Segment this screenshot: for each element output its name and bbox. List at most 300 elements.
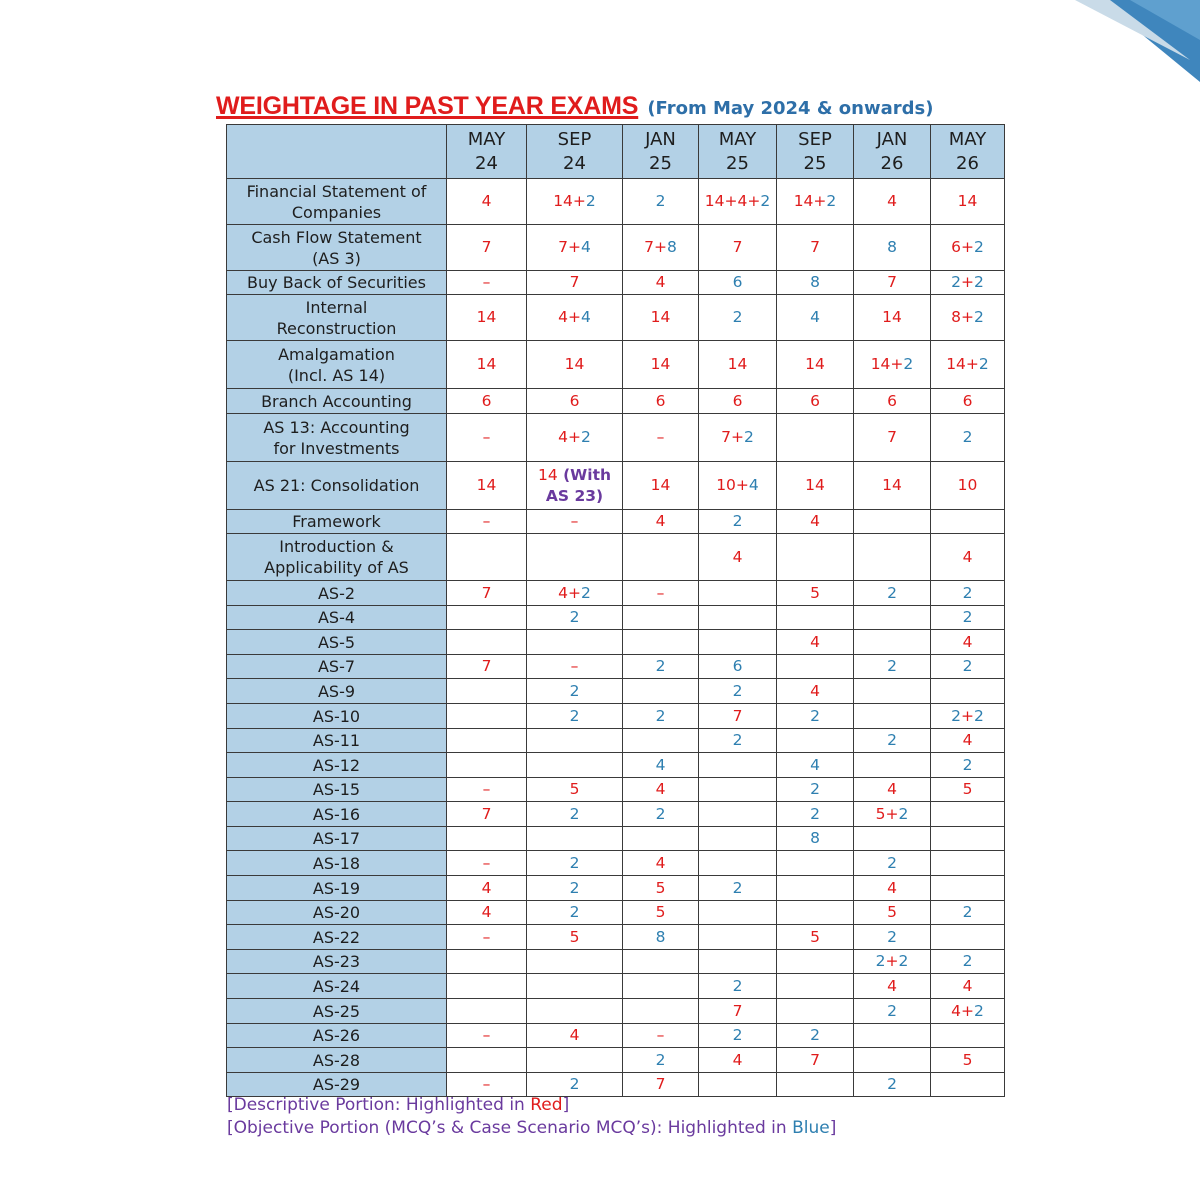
weightage-cell — [623, 704, 699, 729]
marks-value: 8 — [655, 927, 666, 946]
marks-value: 7 — [655, 1075, 666, 1093]
marks-value: 4 — [951, 1001, 961, 1020]
weightage-cell — [854, 950, 931, 974]
marks-value: + — [731, 428, 744, 446]
row-topic-line: AS-5 — [317, 632, 356, 652]
table-row — [227, 704, 1005, 729]
marks-value: 2 — [887, 853, 897, 872]
marks-value: 5 — [810, 927, 820, 946]
weightage-cell — [777, 295, 854, 341]
weightage-cell — [854, 679, 931, 704]
table-row — [227, 655, 1005, 679]
weightage-cell — [777, 827, 854, 851]
marks-value: 2 — [951, 706, 961, 725]
weightage-cell — [854, 510, 931, 534]
weightage-cell — [527, 901, 623, 925]
weightage-cell — [527, 876, 623, 901]
weightage-cell — [623, 999, 699, 1024]
weightage-cell — [527, 827, 623, 851]
weightage-cell — [623, 876, 699, 901]
weightage-cell — [447, 510, 527, 534]
marks-value: 2 — [581, 583, 591, 602]
marks-value: 4 — [748, 476, 759, 494]
row-topic-line: AS-22 — [312, 927, 361, 947]
weightage-cell — [447, 295, 527, 341]
weightage-cell — [931, 389, 1005, 414]
marks-value: 7 — [481, 238, 492, 256]
marks-value: 2 — [569, 903, 580, 921]
weightage-cell — [623, 974, 699, 999]
weightage-cell — [777, 271, 854, 295]
weightage-cell — [527, 655, 623, 679]
row-topic — [227, 876, 447, 901]
weightage-cell — [623, 1073, 699, 1097]
marks-value: 2 — [962, 755, 973, 774]
table-row — [227, 876, 1005, 901]
row-topic — [227, 295, 447, 341]
marks-value: 2 — [569, 681, 580, 700]
row-topic — [227, 925, 447, 950]
row-topic-line: AS-17 — [312, 829, 361, 848]
weightage-cell — [527, 271, 623, 295]
marks-value: 6 — [962, 391, 973, 410]
marks-value: 14 — [870, 355, 891, 373]
weightage-cell — [527, 999, 623, 1024]
weightage-cell — [931, 999, 1005, 1024]
table-row — [227, 1048, 1005, 1073]
table-row — [227, 271, 1005, 295]
marks-value: 2 — [962, 428, 973, 446]
column-header-year: 26 — [880, 152, 904, 174]
column-header — [699, 125, 777, 179]
marks-value: 14 — [805, 476, 825, 494]
marks-value: 14 — [650, 308, 671, 326]
marks-value: 14 — [564, 355, 585, 373]
weightage-cell — [527, 606, 623, 630]
weightage-cell — [854, 606, 931, 630]
weightage-cell — [777, 510, 854, 534]
weightage-cell — [447, 1024, 527, 1048]
marks-value: 2 — [962, 903, 973, 921]
marks-value: 14 — [727, 355, 748, 373]
table-row — [227, 510, 1005, 534]
weightage-cell — [777, 851, 854, 876]
marks-value: 14 — [476, 308, 497, 326]
row-topic-line: AS-28 — [312, 1050, 361, 1070]
weightage-cell — [777, 753, 854, 778]
weightage-cell — [699, 851, 777, 876]
weightage-cell — [699, 341, 777, 389]
weightage-cell — [931, 630, 1005, 655]
row-topic — [227, 534, 447, 581]
weightage-cell — [854, 179, 931, 225]
row-topic-line: AS-25 — [312, 1001, 361, 1021]
marks-value: + — [961, 1001, 974, 1020]
weightage-cell — [447, 999, 527, 1024]
marks-value: 2 — [898, 804, 909, 823]
weightage-cell — [699, 510, 777, 534]
page-title: WEIGHTAGE IN PAST YEAR EXAMS — [216, 92, 639, 120]
weightage-cell — [623, 1024, 699, 1048]
weightage-cell — [527, 414, 623, 462]
marks-value: – — [570, 512, 579, 530]
row-topic-line: Amalgamation — [278, 344, 395, 364]
weightage-cell — [854, 295, 931, 341]
marks-value: 14 — [476, 355, 497, 373]
weightage-cell — [527, 925, 623, 950]
weightage-cell — [931, 606, 1005, 630]
marks-value: 4 — [810, 755, 820, 774]
column-header-month: JAN — [645, 128, 676, 150]
marks-value: – — [482, 927, 491, 946]
legend-text: Blue — [792, 1118, 830, 1138]
column-header-month: MAY — [467, 128, 506, 150]
row-topic — [227, 630, 447, 655]
weightage-cell — [447, 1048, 527, 1073]
weightage-cell — [699, 753, 777, 778]
weightage-cell — [777, 581, 854, 606]
marks-value: 2 — [962, 657, 973, 675]
row-topic-line: AS-26 — [312, 1026, 361, 1045]
marks-value: 5 — [569, 780, 580, 798]
weightage-cell — [699, 271, 777, 295]
marks-value: 7 — [721, 428, 731, 446]
marks-value: 2 — [732, 878, 743, 897]
marks-value: 8 — [951, 308, 961, 326]
table-row — [227, 974, 1005, 999]
weightage-cell — [699, 925, 777, 950]
table-row — [227, 630, 1005, 655]
column-header-month: SEP — [557, 128, 592, 150]
row-topic-line: Applicability of AS — [264, 558, 409, 577]
marks-value: 7 — [810, 238, 820, 256]
weightage-cell — [931, 462, 1005, 510]
weightage-cell — [854, 704, 931, 729]
weightage-cell — [854, 999, 931, 1024]
weightage-cell — [699, 876, 777, 901]
marks-value: 14 — [957, 192, 978, 210]
marks-value: 4 — [655, 780, 666, 798]
row-topic-line: AS-19 — [312, 878, 361, 898]
weightage-cell — [447, 341, 527, 389]
header-corner-cell — [227, 125, 447, 179]
weightage-cell — [699, 950, 777, 974]
weightage-cell — [777, 655, 854, 679]
marks-value: 14 — [537, 465, 558, 484]
marks-value: 2 — [974, 273, 984, 291]
weightage-cell — [699, 1024, 777, 1048]
column-header — [447, 125, 527, 179]
weightage-cell — [699, 414, 777, 462]
weightage-cell — [931, 179, 1005, 225]
weightage-cell — [447, 1073, 527, 1097]
weightage-cell — [699, 901, 777, 925]
marks-value: 2 — [810, 1026, 820, 1044]
marks-value: – — [656, 428, 665, 446]
row-topic — [227, 679, 447, 704]
row-topic — [227, 729, 447, 753]
column-header-year: 25 — [726, 152, 749, 174]
marks-value: 2 — [655, 804, 666, 823]
table-row — [227, 1073, 1005, 1097]
marks-value: 2 — [887, 583, 897, 602]
marks-value: 5 — [875, 804, 886, 823]
weightage-cell — [447, 851, 527, 876]
table-row — [227, 851, 1005, 876]
row-topic-line: (Incl. AS 14) — [287, 365, 386, 385]
weightage-cell — [854, 778, 931, 802]
column-header-month: JAN — [876, 128, 908, 150]
marks-value: 2 — [569, 706, 580, 725]
marks-value: – — [482, 428, 491, 446]
weightage-cell — [623, 827, 699, 851]
weightage-cell — [777, 630, 854, 655]
weightage-cell — [447, 704, 527, 729]
weightage-cell — [527, 179, 623, 225]
weightage-cell — [931, 827, 1005, 851]
table-row — [227, 179, 1005, 225]
marks-value: – — [656, 1026, 665, 1044]
weightage-cell — [777, 225, 854, 271]
marks-value: + — [568, 583, 581, 602]
row-topic-line: AS-23 — [312, 952, 361, 971]
row-topic-line: Buy Back of Securities — [247, 273, 426, 292]
weightage-cell — [447, 630, 527, 655]
marks-value: 7 — [481, 657, 492, 675]
marks-value: 2 — [962, 583, 973, 602]
marks-value: 2 — [826, 192, 837, 210]
marks-value: 10 — [957, 476, 978, 494]
weightage-cell — [777, 704, 854, 729]
marks-value: + — [885, 952, 899, 970]
row-topic — [227, 462, 447, 510]
weightage-cell — [931, 225, 1005, 271]
weightage-cell — [527, 974, 623, 999]
marks-value: 4 — [655, 512, 666, 530]
marks-value: 8 — [810, 273, 820, 291]
table-row — [227, 778, 1005, 802]
row-topic — [227, 901, 447, 925]
marks-value: 8 — [887, 238, 897, 256]
weightage-cell — [777, 1024, 854, 1048]
weightage-cell — [527, 950, 623, 974]
weightage-cell — [777, 414, 854, 462]
weightage-cell — [447, 876, 527, 901]
weightage-cell — [777, 534, 854, 581]
marks-value: 14 — [946, 355, 966, 373]
table-row — [227, 753, 1005, 778]
weightage-cell — [931, 655, 1005, 679]
marks-value: 2 — [810, 804, 820, 823]
marks-value: 6 — [887, 391, 897, 410]
marks-value: 14 — [650, 476, 671, 494]
table-row — [227, 606, 1005, 630]
column-header-month: MAY — [718, 128, 757, 150]
marks-value: 2 — [887, 1075, 897, 1093]
marks-value: 2 — [655, 706, 666, 725]
weightage-cell — [623, 925, 699, 950]
weightage-cell — [699, 729, 777, 753]
marks-value: 7 — [732, 1001, 743, 1020]
row-topic — [227, 974, 447, 999]
column-header-year: 24 — [563, 152, 586, 174]
marks-value: + — [961, 273, 974, 291]
weightage-cell — [699, 1073, 777, 1097]
weightage-cell — [931, 753, 1005, 778]
weightage-cell — [699, 295, 777, 341]
column-header — [931, 125, 1005, 179]
weightage-cell — [623, 901, 699, 925]
weightage-cell — [447, 606, 527, 630]
row-topic-line: Cash Flow Statement — [251, 227, 422, 247]
marks-value: 2 — [978, 355, 989, 373]
weightage-cell — [447, 414, 527, 462]
marks-value: (With — [557, 465, 612, 484]
weightage-cell — [447, 729, 527, 753]
row-topic — [227, 414, 447, 462]
table-header — [227, 125, 1005, 179]
marks-value: 7 — [887, 273, 897, 291]
weightage-cell — [931, 778, 1005, 802]
row-topic-line: for Investments — [273, 438, 400, 458]
row-topic-line: (AS 3) — [312, 248, 361, 268]
marks-value: 2 — [962, 608, 973, 626]
weightage-cell — [931, 581, 1005, 606]
weightage-cell — [623, 729, 699, 753]
marks-value: – — [482, 1075, 491, 1093]
marks-value: 2 — [732, 681, 743, 700]
row-topic — [227, 225, 447, 271]
marks-value: – — [482, 780, 491, 798]
weightage-cell — [527, 778, 623, 802]
row-topic-line: Companies — [291, 202, 382, 222]
weightage-cell — [623, 510, 699, 534]
marks-value: 2 — [732, 512, 743, 530]
marks-value: 4 — [962, 632, 973, 651]
weightage-cell — [854, 1024, 931, 1048]
row-topic-line: AS-29 — [312, 1075, 361, 1094]
table-row — [227, 999, 1005, 1024]
row-topic-line: AS-7 — [317, 657, 356, 676]
weightage-cell — [777, 341, 854, 389]
marks-value: 7 — [558, 238, 568, 256]
weightage-cell — [931, 950, 1005, 974]
weightage-cell — [699, 179, 777, 225]
weightage-cell — [777, 925, 854, 950]
marks-value: 2 — [875, 952, 886, 970]
weightage-cell — [623, 802, 699, 827]
marks-value: 4 — [481, 192, 492, 210]
weightage-cell — [623, 341, 699, 389]
weightage-cell — [623, 462, 699, 510]
weightage-cell — [527, 510, 623, 534]
weightage-cell — [623, 414, 699, 462]
table-row — [227, 827, 1005, 851]
marks-value: 14 — [704, 192, 725, 210]
row-topic-line: AS-2 — [317, 583, 356, 603]
marks-value: 2 — [810, 780, 820, 798]
weightage-cell — [699, 679, 777, 704]
weightage-cell — [931, 534, 1005, 581]
row-topic-line: Framework — [292, 512, 381, 531]
weightage-cell — [931, 271, 1005, 295]
weightage-cell — [447, 462, 527, 510]
weightage-cell — [527, 753, 623, 778]
marks-value: 7 — [810, 1050, 820, 1069]
weightage-cell — [447, 778, 527, 802]
row-topic — [227, 704, 447, 729]
table-body — [227, 179, 1005, 1097]
weightage-cell — [777, 876, 854, 901]
weightage-cell — [447, 534, 527, 581]
marks-value: 4 — [732, 547, 743, 566]
weightage-cell — [623, 630, 699, 655]
weightage-cell — [699, 225, 777, 271]
weightage-cell — [931, 679, 1005, 704]
table-row — [227, 925, 1005, 950]
marks-value: 4 — [569, 1026, 580, 1044]
marks-value: 4 — [810, 632, 820, 651]
column-header — [854, 125, 931, 179]
marks-value: 7 — [887, 428, 897, 446]
weightage-cell — [447, 827, 527, 851]
weightage-cell — [623, 534, 699, 581]
marks-value: 4 — [732, 1050, 743, 1069]
weightage-cell — [699, 534, 777, 581]
marks-value: + — [724, 192, 738, 210]
weightage-cell — [854, 271, 931, 295]
column-header — [777, 125, 854, 179]
weightage-cell — [447, 179, 527, 225]
legend-text: ] — [829, 1118, 837, 1138]
marks-value: 4 — [887, 878, 897, 897]
weightage-cell — [931, 876, 1005, 901]
weightage-cell — [777, 1048, 854, 1073]
weightage-cell — [447, 581, 527, 606]
column-header-year: 26 — [956, 152, 979, 174]
weightage-cell — [699, 389, 777, 414]
table-row — [227, 414, 1005, 462]
weightage-cell — [854, 1073, 931, 1097]
marks-value: 14 — [553, 192, 573, 210]
weightage-cell — [623, 295, 699, 341]
legend-line — [227, 1094, 836, 1117]
weightage-cell — [854, 925, 931, 950]
row-topic-line: AS-10 — [312, 706, 361, 726]
marks-value: 7 — [481, 804, 492, 823]
weightage-cell — [854, 802, 931, 827]
column-header-year: 24 — [475, 152, 498, 174]
corner-decoration — [980, 0, 1200, 90]
row-topic — [227, 581, 447, 606]
marks-value: 2 — [887, 657, 897, 675]
weightage-cell — [777, 778, 854, 802]
marks-value: 4 — [655, 755, 666, 774]
weightage-cell — [777, 179, 854, 225]
marks-value: 2 — [569, 608, 580, 626]
marks-value: 2 — [585, 192, 596, 210]
marks-value: 8 — [810, 829, 820, 847]
marks-value: + — [961, 238, 974, 256]
weightage-cell — [777, 729, 854, 753]
marks-value: 2 — [962, 952, 973, 970]
marks-value: 2 — [581, 428, 591, 446]
weightage-cell — [854, 630, 931, 655]
weightage-cell — [447, 655, 527, 679]
row-topic — [227, 271, 447, 295]
marks-value: 4 — [887, 192, 897, 210]
row-topic — [227, 802, 447, 827]
